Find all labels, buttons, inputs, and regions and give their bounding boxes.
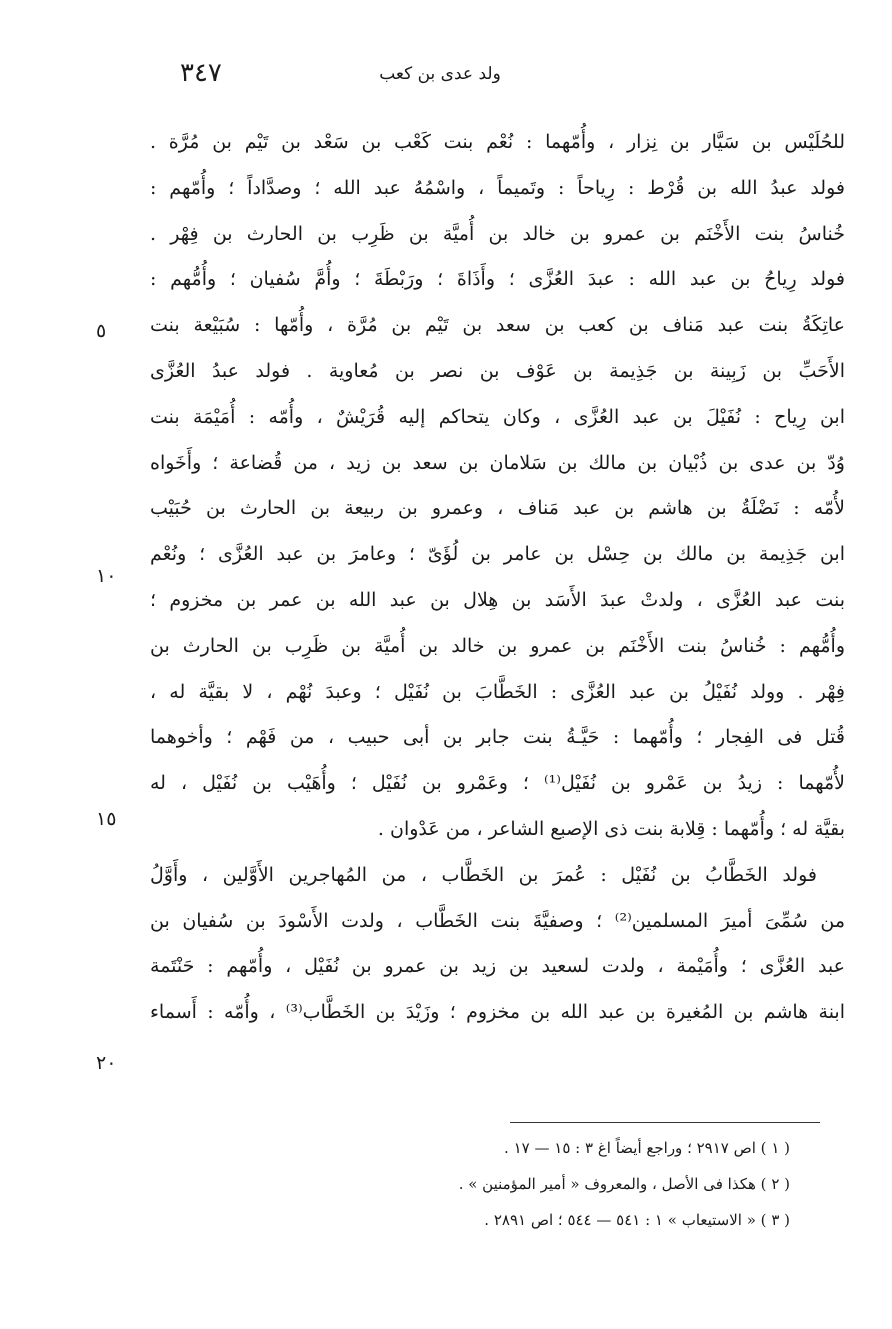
footnote: ( ١ ) اص ٢٩١٧ ؛ وراجع أيضاً اغ ٣ : ١٥ — ١٧ .	[504, 1139, 790, 1157]
line-number: ٥	[96, 320, 107, 342]
text-line: بقيَّة له ؛ وأُمّهما : قِلابة بنت ذى الإصبع الشاعر ، من عَدْوان .	[377, 817, 845, 840]
text-line: لأُمّهما : زيدُ بن عَمْرو بن نُفَيْل⁽¹⁾ ؛ وعَمْرو بن نُفَيْل ؛ وأُهَيْب بن نُفَيْل ، له	[150, 772, 845, 795]
text-line: خُناسُ بنت الأَخْنَم بن عمرو بن خالد بن أُميَّة بن ظَرِب بن الحارث بن فِهْر .	[150, 222, 845, 245]
footnotes	[330, 1130, 830, 1238]
text-line: فولد عبدُ الله بن قُرْط : رِياحاً : وتَميماً ، واسْمُهُ عبد الله ؛ وصدَّاداً ؛ وأُمّهم :	[150, 176, 845, 199]
line-number: ١٥	[96, 808, 117, 830]
text-line: من سُمِّىَ أميرَ المسلمين⁽²⁾ ؛ وصفيَّةَ بنت الخَطَّاب ، ولدت الأَسْودَ بن سُفيان بن	[150, 909, 845, 932]
line-number: ١٠	[96, 565, 117, 587]
text-line: الأَحَبِّ بن زَبِينة بن جَذِيمة بن عَوْف بن نصر بن مُعاوية . فولد عبدُ العُزَّى	[150, 359, 845, 382]
running-head: ولد عدى بن كعب	[379, 64, 501, 84]
text-line: ابنة هاشم بن المُغيرة بن عبد الله بن مخزوم ؛ وزَيْدَ بن الخَطَّاب⁽³⁾ ، وأُمّه : أَسماء	[150, 1001, 845, 1024]
text-line: فِهْر . وولد نُفَيْلُ بن عبد العُزَّى : الخَطَّابَ بن نُفَيْل ؛ وعبدَ نُهْم ، لا بقيَّة له ،	[150, 680, 845, 703]
text-line: فولد رِياحُ بن عبد الله : عبدَ العُزَّى ؛ وأَذَاةَ ؛ ورَبْطَةَ ؛ وأُمَّ سُفيان ؛ وأُمُّهم :	[150, 268, 845, 291]
text-line: وُدّ بن عدى بن ذُبْيان بن مالك بن سَلامان بن سعد بن زيد ، من قُضاعة ؛ وأَخَواه	[150, 451, 845, 474]
page-number: ٣٤٧	[180, 58, 222, 88]
text-line: ابن رِياح : نُفَيْلَ بن عبد العُزَّى ، وكان يتحاكم إليه قُرَيْشٌ ، وأُمّه : أُمَيْمَة بنت	[150, 405, 845, 428]
text-line: وأُمُّهم : خُناسُ بنت الأَخْنَم بن عمرو بن خالد بن أُميَّة بن ظَرِب بن الحارث بن	[150, 634, 845, 657]
footnote: ( ٣ ) « الاستيعاب » ١ : ٥٤١ — ٥٤٤ ؛ اص ٢٨٩١ .	[484, 1211, 790, 1229]
footnote: ( ٢ ) هكذا فى الأصل ، والمعروف « أمير المؤمنين » .	[458, 1175, 790, 1193]
footnote-separator	[510, 1122, 820, 1123]
text-line: بنت عبد العُزَّى ، ولدتْ عبدَ الأَسَد بن هِلال بن عبد الله بن عمر بن مخزوم ؛	[150, 588, 845, 611]
text-line: للحُلَيْس بن سَيَّار بن نِزار ، وأُمّهما : نُعْم بنت كَعْب بن سَعْد بن تَيْم بن مُرَّة .	[150, 131, 845, 153]
text-line: عاتِكَةُ بنت عبد مَناف بن كعب بن سعد بن تَيْم بن مُرَّة ، وأُمّها : سُبَيْعة بنت	[150, 314, 845, 337]
text-line: لأُمّه : نَضْلَةُ بن هاشم بن عبد مَناف ، وعمرو بن ربيعة بن الحارث بن حُبَيْب	[150, 497, 845, 520]
text-line: قُتل فى الفِجار ؛ وأُمّهما : حَيَّـةُ بنت جابر بن أبى حبيب ، من فَهْم ؛ وأخوهما	[150, 726, 845, 749]
line-number: ٢٠	[96, 1052, 117, 1074]
text-line: ابن جَذِيمة بن مالك بن حِسْل بن عامر بن لُؤَىّ ؛ وعامرَ بن عبد العُزَّى ؛ ونُعْم	[150, 543, 845, 566]
body-text	[150, 120, 845, 1036]
text-line: فولد الخَطَّابُ بن نُفَيْل : عُمرَ بن الخَطَّاب ، من المُهاجرين الأَوَّلين ، وأَوَّلُ	[150, 863, 817, 886]
text-line: عبد العُزَّى ؛ وأُمَيْمة ، ولدت لسعيد بن زيد بن عمرو بن نُفَيْل ، وأُمّهم : حَنْتَمة	[150, 955, 845, 978]
